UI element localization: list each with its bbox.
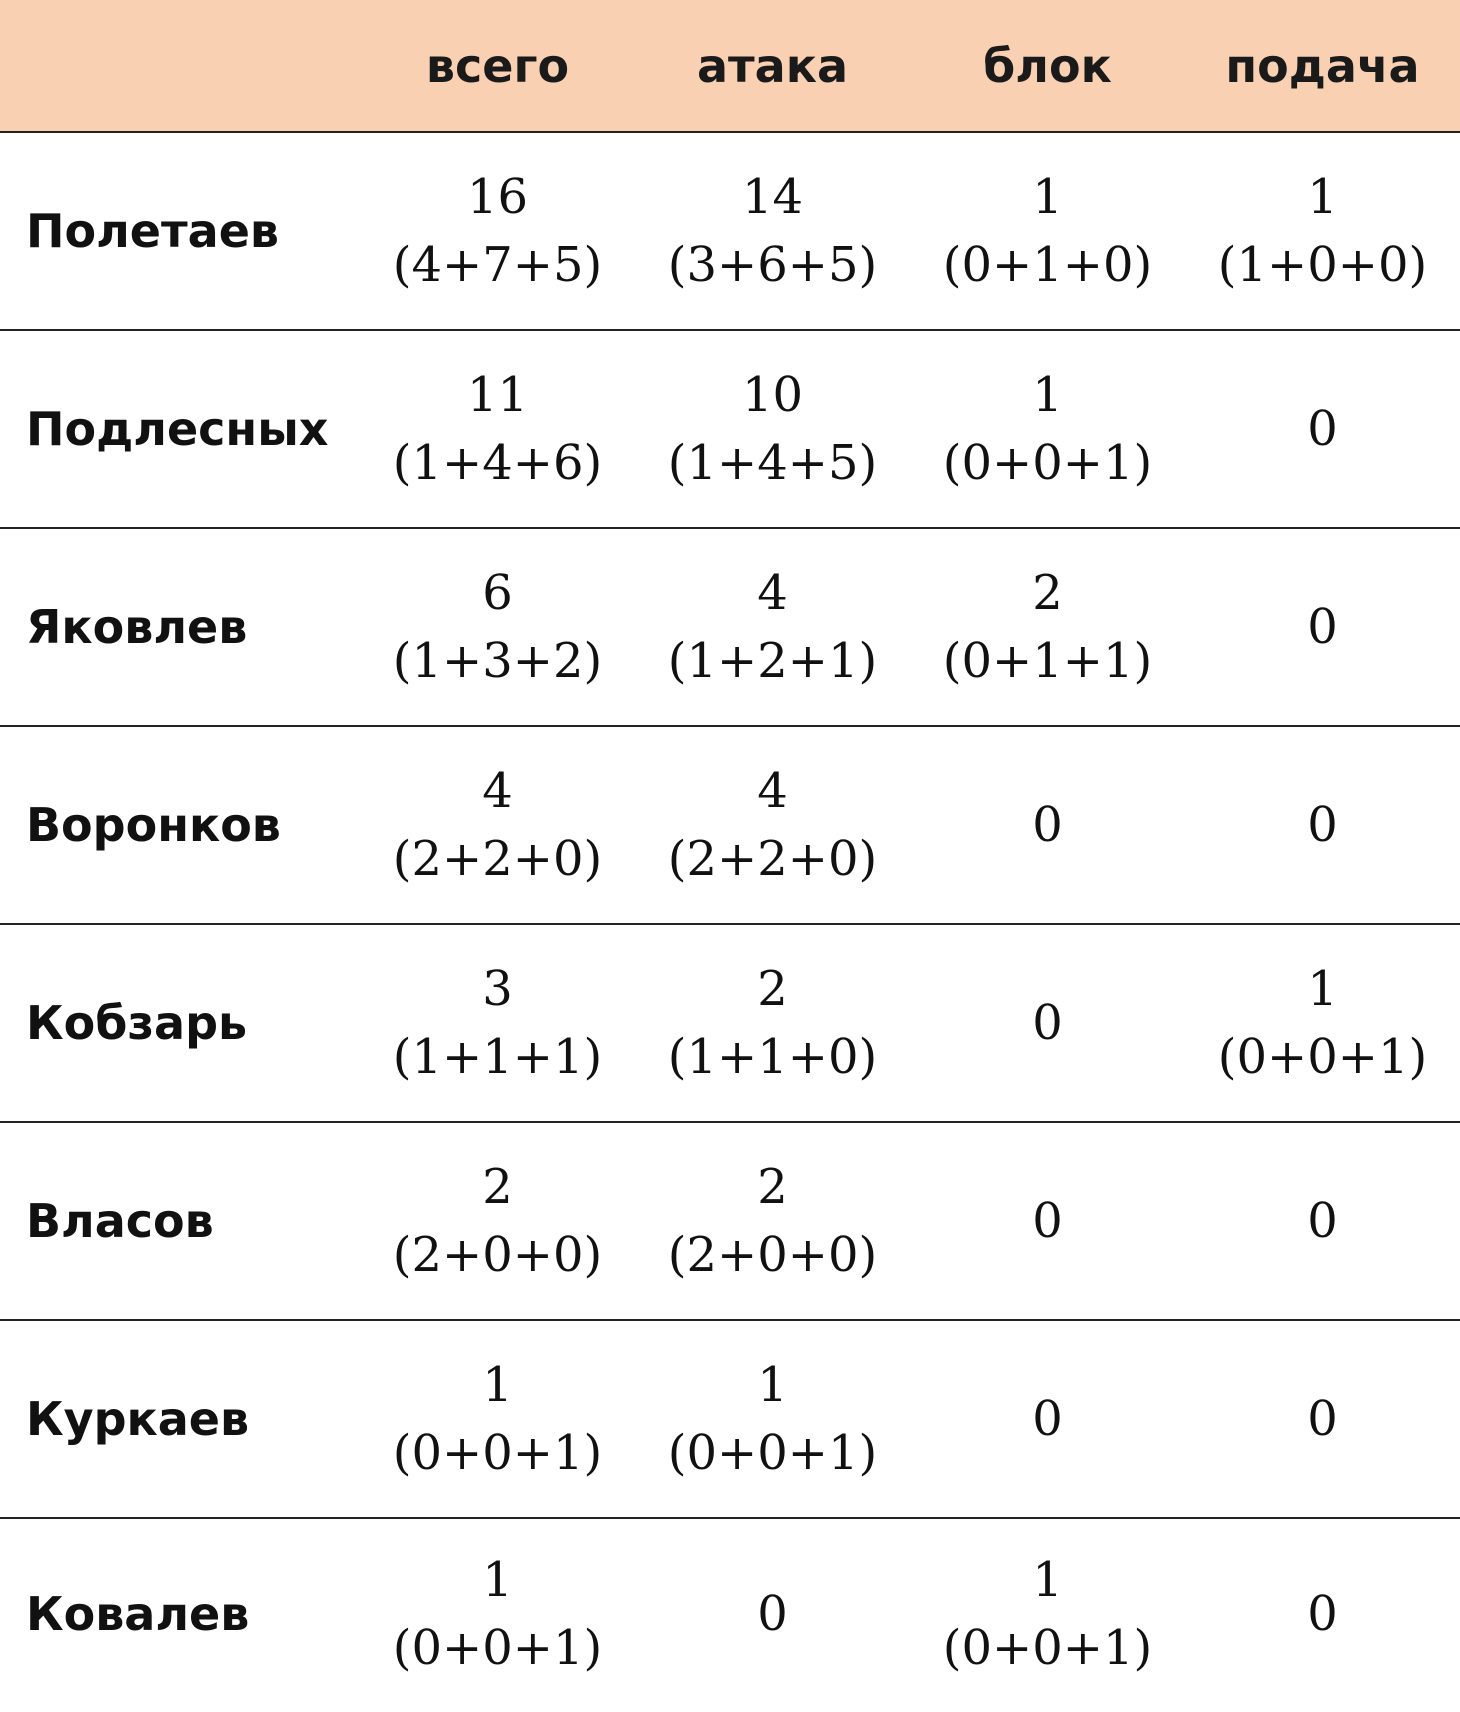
serve-cell bbox=[1185, 1518, 1460, 1708]
total-cell bbox=[360, 924, 635, 1122]
stat-breakdown: (1+4+5) bbox=[667, 435, 878, 491]
stat-total: 1 bbox=[1032, 367, 1063, 423]
header-total: всего bbox=[360, 0, 635, 132]
attack-cell bbox=[635, 528, 910, 726]
stat-breakdown: (0+0+1) bbox=[942, 435, 1153, 491]
attack-cell bbox=[635, 330, 910, 528]
stat-total: 0 bbox=[1032, 1193, 1063, 1249]
block-cell bbox=[910, 528, 1185, 726]
stat-total: 0 bbox=[1307, 1391, 1338, 1447]
stat-total: 0 bbox=[1307, 1585, 1338, 1642]
player-name: Куркаев bbox=[0, 1320, 360, 1518]
stat-total: 1 bbox=[757, 1357, 788, 1413]
block-cell bbox=[910, 132, 1185, 330]
table-body bbox=[0, 132, 1460, 1708]
block-cell bbox=[910, 1320, 1185, 1518]
stat-total: 0 bbox=[1307, 401, 1338, 457]
stat-total: 2 bbox=[482, 1159, 513, 1215]
block-cell bbox=[910, 924, 1185, 1122]
serve-cell bbox=[1185, 726, 1460, 924]
stat-total: 0 bbox=[757, 1585, 788, 1642]
stat-breakdown: (2+0+0) bbox=[667, 1227, 878, 1283]
table-row bbox=[0, 726, 1460, 924]
player-name: Кобзарь bbox=[0, 924, 360, 1122]
stat-total: 1 bbox=[1032, 1551, 1063, 1608]
stat-total: 16 bbox=[466, 169, 529, 225]
stat-breakdown: (0+0+1) bbox=[667, 1425, 878, 1481]
table-row bbox=[0, 1320, 1460, 1518]
header-block: блок bbox=[910, 0, 1185, 132]
table-row bbox=[0, 132, 1460, 330]
stat-total: 0 bbox=[1032, 1391, 1063, 1447]
total-cell bbox=[360, 528, 635, 726]
table-row bbox=[0, 528, 1460, 726]
attack-cell bbox=[635, 132, 910, 330]
player-name: Воронков bbox=[0, 726, 360, 924]
stat-breakdown: (2+0+0) bbox=[392, 1227, 603, 1283]
stat-total: 2 bbox=[757, 961, 788, 1017]
stat-total: 2 bbox=[1032, 565, 1063, 621]
player-name: Ковалев bbox=[26, 1586, 250, 1641]
total-cell bbox=[360, 132, 635, 330]
attack-cell bbox=[635, 1518, 910, 1708]
header-attack: атака bbox=[635, 0, 910, 132]
stat-total: 0 bbox=[1307, 797, 1338, 853]
header-row bbox=[0, 0, 1460, 132]
player-name: Яковлев bbox=[0, 528, 360, 726]
serve-cell bbox=[1185, 528, 1460, 726]
stat-breakdown: (1+4+6) bbox=[392, 435, 603, 491]
stat-breakdown: (1+1+0) bbox=[667, 1029, 878, 1085]
stat-total: 3 bbox=[482, 961, 513, 1017]
total-cell bbox=[360, 1518, 635, 1708]
block-cell bbox=[910, 1518, 1185, 1708]
table-row bbox=[0, 924, 1460, 1122]
header-player bbox=[0, 0, 360, 132]
stat-breakdown: (2+2+0) bbox=[667, 831, 878, 887]
stat-total: 0 bbox=[1032, 797, 1063, 853]
total-cell bbox=[360, 1320, 635, 1518]
stat-breakdown: (0+0+1) bbox=[392, 1619, 603, 1676]
stat-total: 14 bbox=[741, 169, 804, 225]
stat-total: 1 bbox=[1032, 169, 1063, 225]
serve-cell bbox=[1185, 924, 1460, 1122]
stat-breakdown: (0+1+0) bbox=[942, 237, 1153, 293]
serve-cell bbox=[1185, 330, 1460, 528]
stat-total: 11 bbox=[466, 367, 529, 423]
stat-breakdown: (1+1+1) bbox=[392, 1029, 603, 1085]
stat-breakdown: (0+1+1) bbox=[942, 633, 1153, 689]
stat-breakdown: (2+2+0) bbox=[392, 831, 603, 887]
stat-total: 1 bbox=[1307, 961, 1338, 1017]
stat-total: 4 bbox=[482, 763, 513, 819]
serve-cell bbox=[1185, 1320, 1460, 1518]
header-serve: подача bbox=[1185, 0, 1460, 132]
block-cell bbox=[910, 1122, 1185, 1320]
stat-total: 2 bbox=[757, 1159, 788, 1215]
total-cell bbox=[360, 330, 635, 528]
attack-cell bbox=[635, 1122, 910, 1320]
attack-cell bbox=[635, 726, 910, 924]
table-row bbox=[0, 330, 1460, 528]
stat-total: 4 bbox=[757, 763, 788, 819]
stat-total: 0 bbox=[1307, 1193, 1338, 1249]
stat-total: 0 bbox=[1032, 995, 1063, 1051]
attack-cell bbox=[635, 924, 910, 1122]
stat-total: 10 bbox=[741, 367, 804, 423]
total-cell bbox=[360, 726, 635, 924]
total-cell bbox=[360, 1122, 635, 1320]
table-row bbox=[0, 1122, 1460, 1320]
block-cell bbox=[910, 726, 1185, 924]
stat-breakdown: (4+7+5) bbox=[392, 237, 603, 293]
player-name: Подлесных bbox=[0, 330, 360, 528]
stat-breakdown: (0+0+1) bbox=[942, 1619, 1153, 1676]
stat-breakdown: (0+0+1) bbox=[392, 1425, 603, 1481]
stat-total: 6 bbox=[482, 565, 513, 621]
stat-total: 0 bbox=[1307, 599, 1338, 655]
stat-total: 4 bbox=[757, 565, 788, 621]
player-name: Власов bbox=[0, 1122, 360, 1320]
stat-total: 1 bbox=[1307, 169, 1338, 225]
player-name: Полетаев bbox=[0, 132, 360, 330]
block-cell bbox=[910, 330, 1185, 528]
stat-total: 1 bbox=[482, 1551, 513, 1608]
stat-breakdown: (1+2+1) bbox=[667, 633, 878, 689]
table-row bbox=[0, 1518, 1460, 1708]
attack-cell bbox=[635, 1320, 910, 1518]
stat-breakdown: (1+3+2) bbox=[392, 633, 603, 689]
stat-breakdown: (0+0+1) bbox=[1217, 1029, 1428, 1085]
stat-breakdown: (3+6+5) bbox=[667, 237, 878, 293]
stat-breakdown: (1+0+0) bbox=[1217, 237, 1428, 293]
stat-total: 1 bbox=[482, 1357, 513, 1413]
serve-cell bbox=[1185, 1122, 1460, 1320]
serve-cell bbox=[1185, 132, 1460, 330]
